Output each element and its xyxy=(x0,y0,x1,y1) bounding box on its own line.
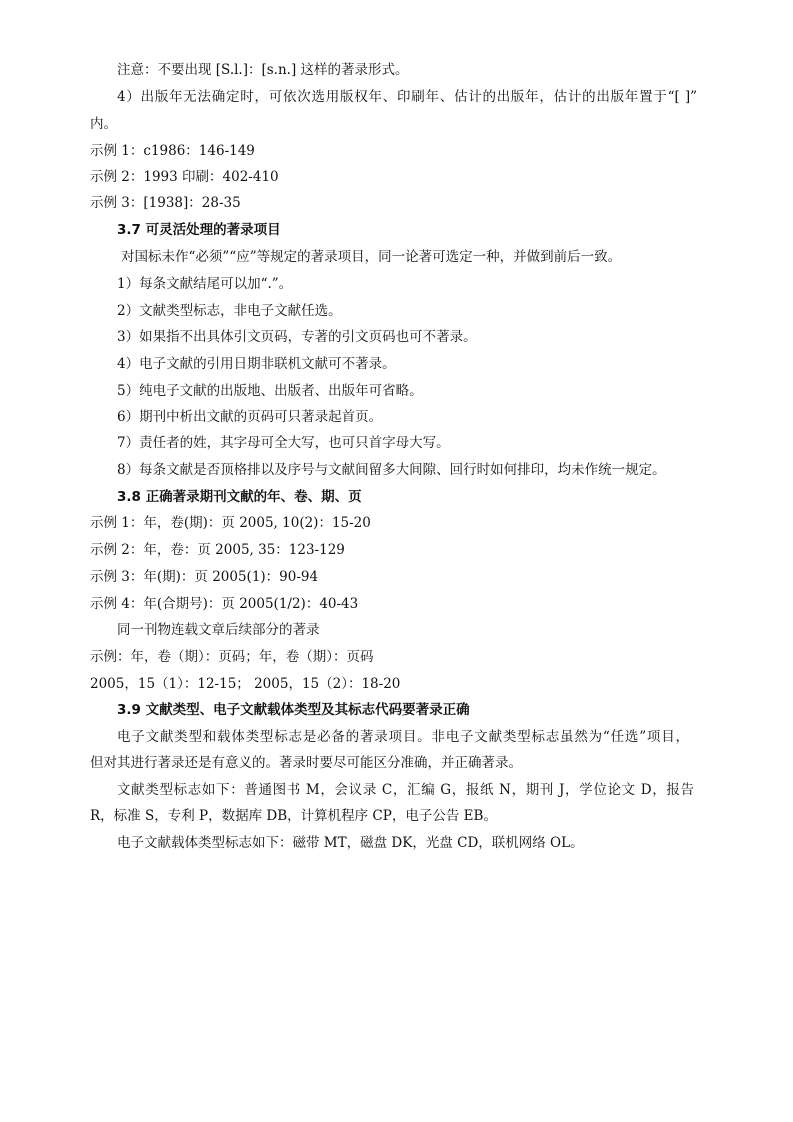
example-line: 示例 2：年，卷：页 2005, 35：123-129 xyxy=(90,542,345,558)
paragraph: 同一刊物连载文章后续部分的著录 xyxy=(117,622,320,638)
section-heading: 3.9 文献类型、电子文献载体类型及其标志代码要著录正确 xyxy=(117,702,470,718)
paragraph-continuation: 内。 xyxy=(90,116,117,132)
paragraph: 电子文献载体类型标志如下：磁带 MT，磁盘 DK，光盘 CD，联机网络 OL。 xyxy=(117,835,584,851)
example-line: 示例 1：年，卷(期)：页 2005, 10(2)：15-20 xyxy=(90,515,371,531)
list-item: 1）每条文献结尾可以加“.”。 xyxy=(117,276,293,292)
list-item: 7）责任者的姓，其字母可全大写，也可只首字母大写。 xyxy=(117,435,450,451)
note-line: 注意：不要出现 [S.l.]：[s.n.] 这样的著录形式。 xyxy=(117,62,409,78)
paragraph: 对国标未作“必须”“应”等规定的著录项目，同一论著可选定一种，并做到前后一致。 xyxy=(121,249,622,265)
example-line: 示例 1：c1986：146-149 xyxy=(90,143,255,159)
paragraph: 文献类型标志如下：普通图书 M，会议录 C，汇编 G，报纸 N，期刊 J，学位论文 D，报告 xyxy=(117,782,694,798)
example-line: 示例 2：1993 印刷：402-410 xyxy=(90,169,279,185)
list-item: 3）如果指不出具体引文页码，专著的引文页码也可不著录。 xyxy=(117,329,477,345)
list-item: 4）出版年无法确定时，可依次选用版权年、印刷年、估计的出版年，估计的出版年置于“[ ]” xyxy=(117,89,697,105)
list-item: 6）期刊中析出文献的页码可只著录起首页。 xyxy=(117,409,383,425)
list-item: 8）每条文献是否顶格排以及序号与文献间留多大间隙、回行时如何排印，均未作统一规定。 xyxy=(117,462,666,478)
example-line: 示例：年，卷（期）：页码；年，卷（期）：页码 xyxy=(90,649,374,665)
paragraph-continuation: R，标准 S，专利 P，数据库 DB，计算机程序 CP，电子公告 EB。 xyxy=(90,808,497,824)
section-heading: 3.7 可灵活处理的著录项目 xyxy=(117,222,281,238)
example-line: 示例 3：年(期)：页 2005(1)：90-94 xyxy=(90,569,319,585)
example-line: 示例 4：年(合期号)：页 2005(1/2)：40-43 xyxy=(90,596,359,612)
list-item: 5）纯电子文献的出版地、出版者、出版年可省略。 xyxy=(117,383,423,399)
paragraph-continuation: 但对其进行著录还是有意义的。著录时要尽可能区分准确，并正确著录。 xyxy=(90,755,522,771)
paragraph: 电子文献类型和载体类型标志是必备的著录项目。非电子文献类型标志虽然为“任选”项目， xyxy=(117,729,689,745)
example-line: 2005，15（1）：12-15； 2005，15（2）：18-20 xyxy=(90,676,401,692)
list-item: 4）电子文献的引用日期非联机文献可不著录。 xyxy=(117,356,396,372)
example-line: 示例 3：[1938]：28-35 xyxy=(90,195,241,211)
section-heading: 3.8 正确著录期刊文献的年、卷、期、页 xyxy=(117,489,362,505)
list-item: 2）文献类型标志，非电子文献任选。 xyxy=(117,303,342,319)
